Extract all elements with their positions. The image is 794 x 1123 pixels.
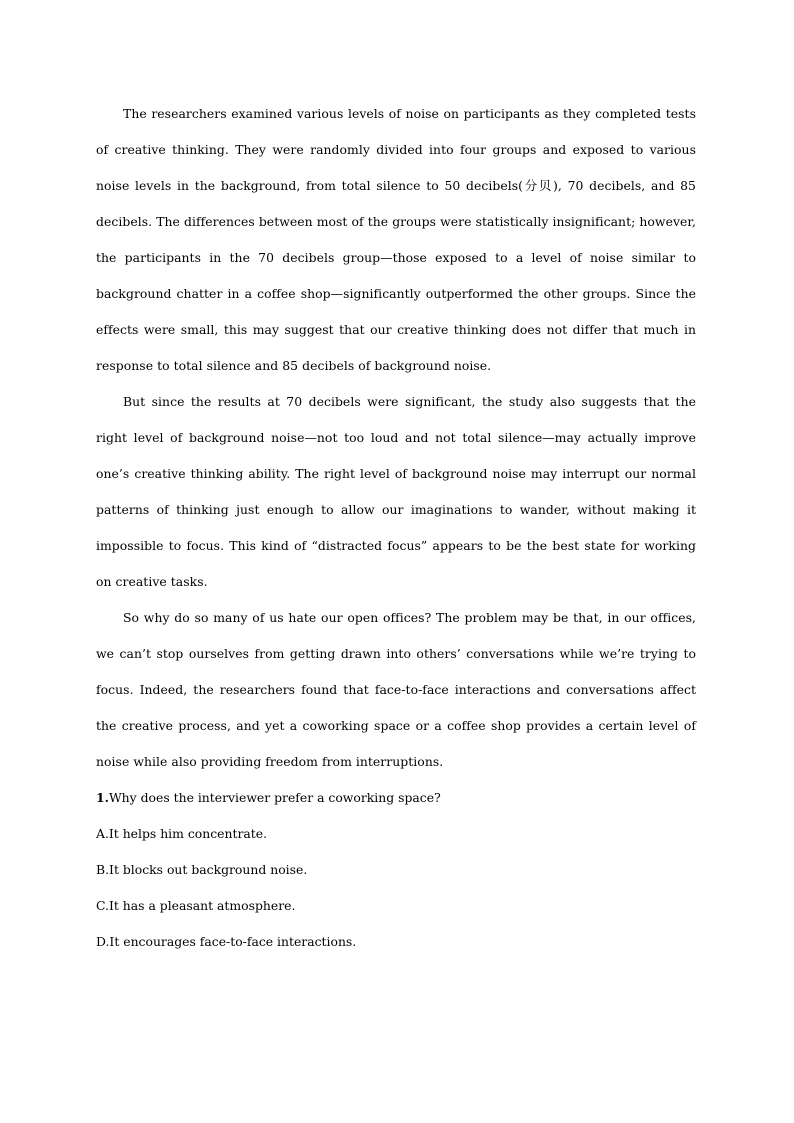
option-b: B.It blocks out background noise.	[96, 862, 308, 877]
document-page	[96, 96, 696, 960]
option-c: C.It has a pleasant atmosphere.	[96, 898, 296, 913]
paragraph-1: The researchers examined various levels of noise on participants as they completed tests of creative thinking. They were randomly divided into four groups and exposed to various noise levels in the background, from total silence to 50 decibels(分贝), 70 decibels, and 85 decibels. The differences between most of the groups were statistically insignificant; however, the participants in the 70 decibels group—those exposed to a level of noise similar to background chatter in a coffee shop—significantly outperformed the other groups. Since the effects were small, this may suggest that our creative thinking does not differ that much in response to total silence and 85 decibels of background noise.	[96, 106, 696, 373]
question-text: Why does the interviewer prefer a coworking space?	[108, 790, 441, 805]
question-1	[96, 780, 696, 816]
option-d: D.It encourages face-to-face interactions.	[96, 934, 357, 949]
question-number: 1.	[96, 790, 109, 805]
paragraph-3: So why do so many of us hate our open offices? The problem may be that, in our offices, we can’t stop ourselves from getting drawn into others’ conversations while we’re trying to focus. Indeed, the researchers found that face-to-face interactions and conversations affect the creative process, and yet a coworking space or a coffee shop provides a certain level of noise while also providing freedom from interruptions.	[96, 610, 696, 769]
paragraph-2: But since the results at 70 decibels were significant, the study also suggests that the right level of background noise—not too loud and not total silence—may actually improve one’s creative thinking ability. The right level of background noise may interrupt our normal patterns of thinking just enough to allow our imaginations to wander, without making it impossible to focus. This kind of “distracted focus” appears to be the best state for working on creative tasks.	[96, 394, 696, 589]
option-a: A.It helps him concentrate.	[96, 826, 268, 841]
